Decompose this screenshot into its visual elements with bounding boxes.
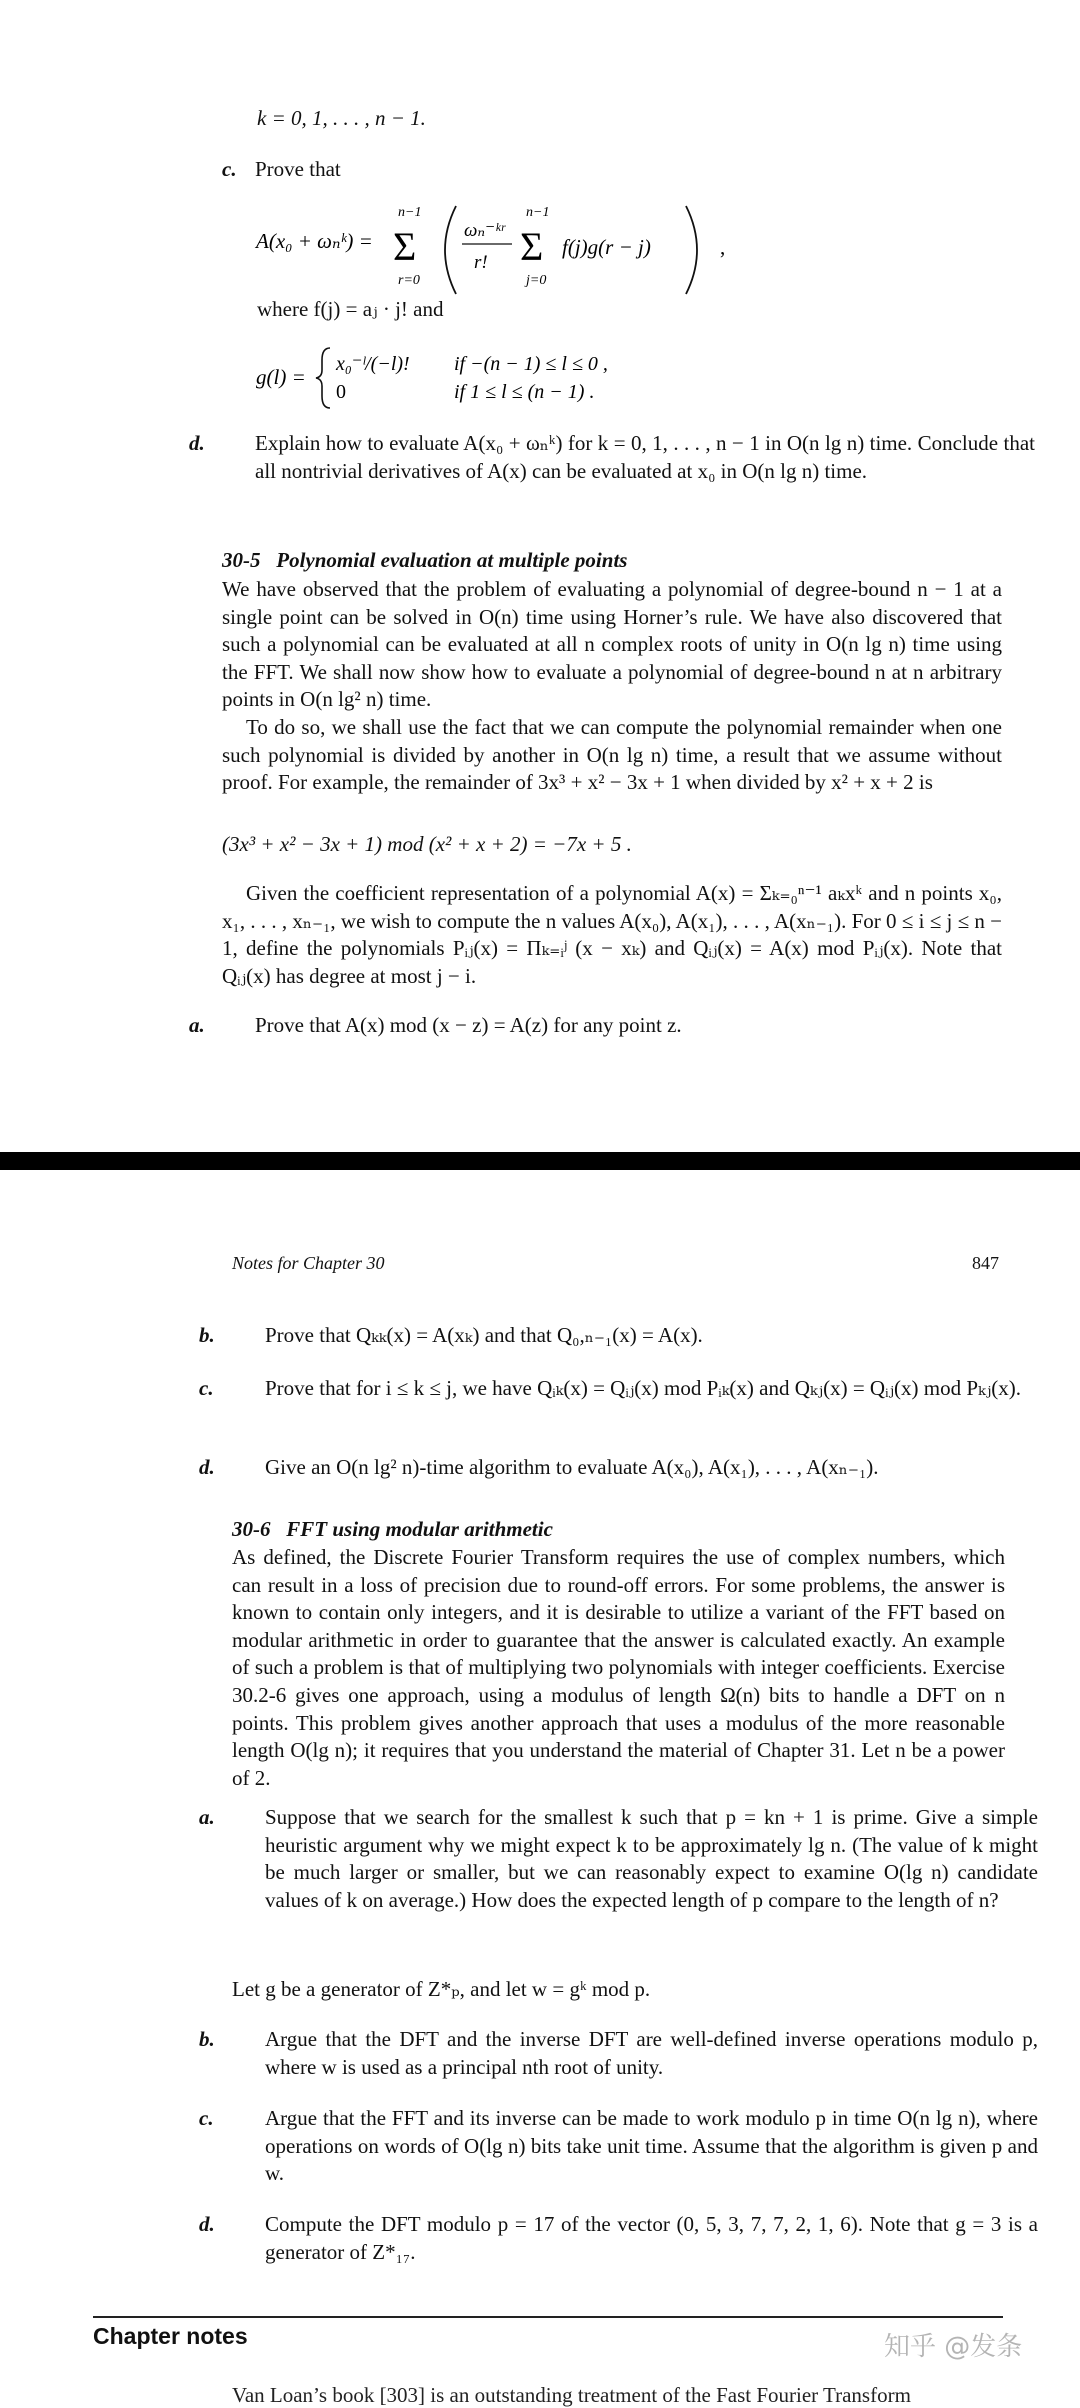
formula-sum-lower: r=0 xyxy=(398,273,420,288)
formula-frac-den: r! xyxy=(474,252,488,273)
part-b: b. Prove that Qₖₖ(x) = A(xₖ) and that Q₀,ₙ₋₁(x) = A(x). xyxy=(199,1323,703,1347)
part-c-2: c. Prove that for i ≤ k ≤ j, we have Qᵢₖ(x) = Qᵢⱼ(x) mod Pᵢₖ(x) and Qₖⱼ(x) = Qᵢⱼ(x) mod Pₖⱼ(x). xyxy=(199,1376,1021,1400)
piecewise-brace xyxy=(316,348,330,408)
problem-30-6-para1: As defined, the Discrete Fourier Transform requires the use of complex numbers, which can result in a loss of precision due to round-off errors. For some problems, the answer is known to contain only integers, and it is desirable to utilize a variant of the FFT based on modular arithmetic in order to guarantee that the answer is calculated exactly. An example of such a problem is that of multiplying two polynomials with integer coefficients. Exercise 30.2-6 gives one approach, using a modulus of length Ω(n) bits to handle a DFT on n points. This problem gives another approach that uses a modulus of the more reasonable length O(lg n); it requires that you understand the material of Chapter 31. Let n be a power of 2. xyxy=(232,1545,1005,1790)
case1-value: x₀⁻ˡ/(−l)! xyxy=(336,353,410,375)
remainder-equation: (3x³ + x² − 3x + 1) mod (x² + x + 2) = −7x + 5 . xyxy=(222,832,632,856)
formula-inner-sum-symbol: Σ xyxy=(520,224,544,269)
problem-30-6-part-a: a. Suppose that we search for the smallest k such that p = kn + 1 is prime. Give a simple heuristic argument why we might expect k to be approximately lg n. (The value of k might be much larger or smaller, but we can reasonably expect to examine O(lg n) candidate values of k on average.) How does the expected length of p compare to the length of n? xyxy=(199,1805,1038,1912)
formula-tail: , xyxy=(720,235,726,259)
where-line: where f(j) = aⱼ · j! and xyxy=(257,297,444,321)
problem-30-5-part-a: a. Prove that A(x) mod (x − z) = A(z) for any point z. xyxy=(189,1013,682,1037)
case1-cond: if −(n − 1) ≤ l ≤ 0 , xyxy=(454,353,608,375)
problem-30-5-para1: We have observed that the problem of evaluating a polynomial of degree-bound n − 1 at a single point can be solved in O(n) time using Horner’s rule. We have also discovered that such a polynomial can be evaluated at all n complex roots of unity in O(n lg n) time using the FFT. We shall now show how to evaluate a polynomial of degree-bound n at n arbitrary points in O(n lg² n) time. xyxy=(222,577,1002,712)
problem-30-6-part-b: b. Argue that the DFT and the inverse DFT are well-defined inverse operations modulo p, where w is used as a principal nth root of unity. xyxy=(199,2027,1038,2079)
cut-off-line: Van Loan’s book [303] is an outstanding treatment of the Fast Fourier Transform xyxy=(232,2383,911,2407)
formula-right-paren xyxy=(686,206,697,294)
part-d-2: d. Give an O(n lg² n)-time algorithm to evaluate A(x₀), A(x₁), . . . , A(xₙ₋₁). xyxy=(199,1455,879,1479)
formula-sum-symbol: Σ xyxy=(393,224,417,269)
formula-inner-upper: n−1 xyxy=(526,205,550,220)
part-c-intro: c. Prove that xyxy=(222,157,341,181)
problem-30-5-title: 30-5 Polynomial evaluation at multiple points xyxy=(222,548,628,572)
problem-30-5-para2: To do so, we shall use the fact that we can compute the polynomial remainder when one such polynomial is divided by another in O(n lg n) time, a result that we assume without proof. For example, the remainder of 3x³ + x² − 3x + 1 when divided by x² + x + 2 is xyxy=(222,715,1002,795)
case2-value: 0 xyxy=(336,381,346,403)
watermark: 知乎 @发条 xyxy=(884,2332,1023,2362)
formula-inner-term: f(j)g(r − j) xyxy=(562,235,651,259)
running-head: Notes for Chapter 30 xyxy=(232,1253,385,1273)
part-d: d. Explain how to evaluate A(x₀ + ωₙᵏ) for k = 0, 1, . . . , n − 1 in O(n lg n) time. Conclude that all nontrivial derivatives of A(x) can be evaluated at x₀ in O(n lg n) time. xyxy=(189,431,1035,483)
piecewise-g xyxy=(254,342,734,412)
page-top xyxy=(0,0,1080,1152)
formula-inner-lower: j=0 xyxy=(526,273,547,288)
problem-30-5-para3: Given the coefficient representation of a polynomial A(x) = Σₖ₌₀ⁿ⁻¹ aₖxᵏ and n points x₀, x₁, . . . , xₙ₋₁, we wish to compute the n values A(x₀), A(x₁), . . . , A(xₙ₋₁). For 0 ≤ i ≤ j ≤ n − 1, define the polynomials Pᵢⱼ(x) = Πₖ₌ᵢʲ (x − xₖ) and Qᵢⱼ(x) = A(x) mod Pᵢⱼ(x). Note that Qᵢⱼ(x) has degree at most j − i. xyxy=(222,881,1002,988)
problem-30-6-title: 30-6 FFT using modular arithmetic xyxy=(232,1517,553,1541)
problem-30-6-part-d: d. Compute the DFT modulo p = 17 of the vector (0, 5, 3, 7, 7, 2, 1, 6). Note that g = 3 is a generator of Z*₁₇. xyxy=(199,2212,1038,2264)
case2-cond: if 1 ≤ l ≤ (n − 1) . xyxy=(454,381,595,403)
formula-left-paren xyxy=(445,206,456,294)
chapter-notes-rule xyxy=(93,2316,1003,2318)
generator-line: Let g be a generator of Z*ₚ, and let w = gᵏ mod p. xyxy=(232,1977,651,2001)
top-fragment: k = 0, 1, . . . , n − 1. xyxy=(257,106,426,130)
formula-c xyxy=(250,198,750,298)
page-divider xyxy=(0,1152,1080,1170)
page-number: 847 xyxy=(972,1253,999,1273)
chapter-notes-heading: Chapter notes xyxy=(93,2323,248,2349)
problem-30-6-part-c: c. Argue that the FFT and its inverse can be made to work modulo p in time O(n lg n), where operations on words of O(lg n) bits take unit time. Assume that the algorithm is given p and w. xyxy=(199,2106,1038,2186)
piecewise-lhs: g(l) = xyxy=(256,365,306,389)
formula-sum-upper: n−1 xyxy=(398,205,422,220)
formula-frac-num: ωₙ⁻ᵏʳ xyxy=(464,220,505,241)
formula-lhs: A(x₀ + ωₙᵏ) = xyxy=(256,229,373,253)
